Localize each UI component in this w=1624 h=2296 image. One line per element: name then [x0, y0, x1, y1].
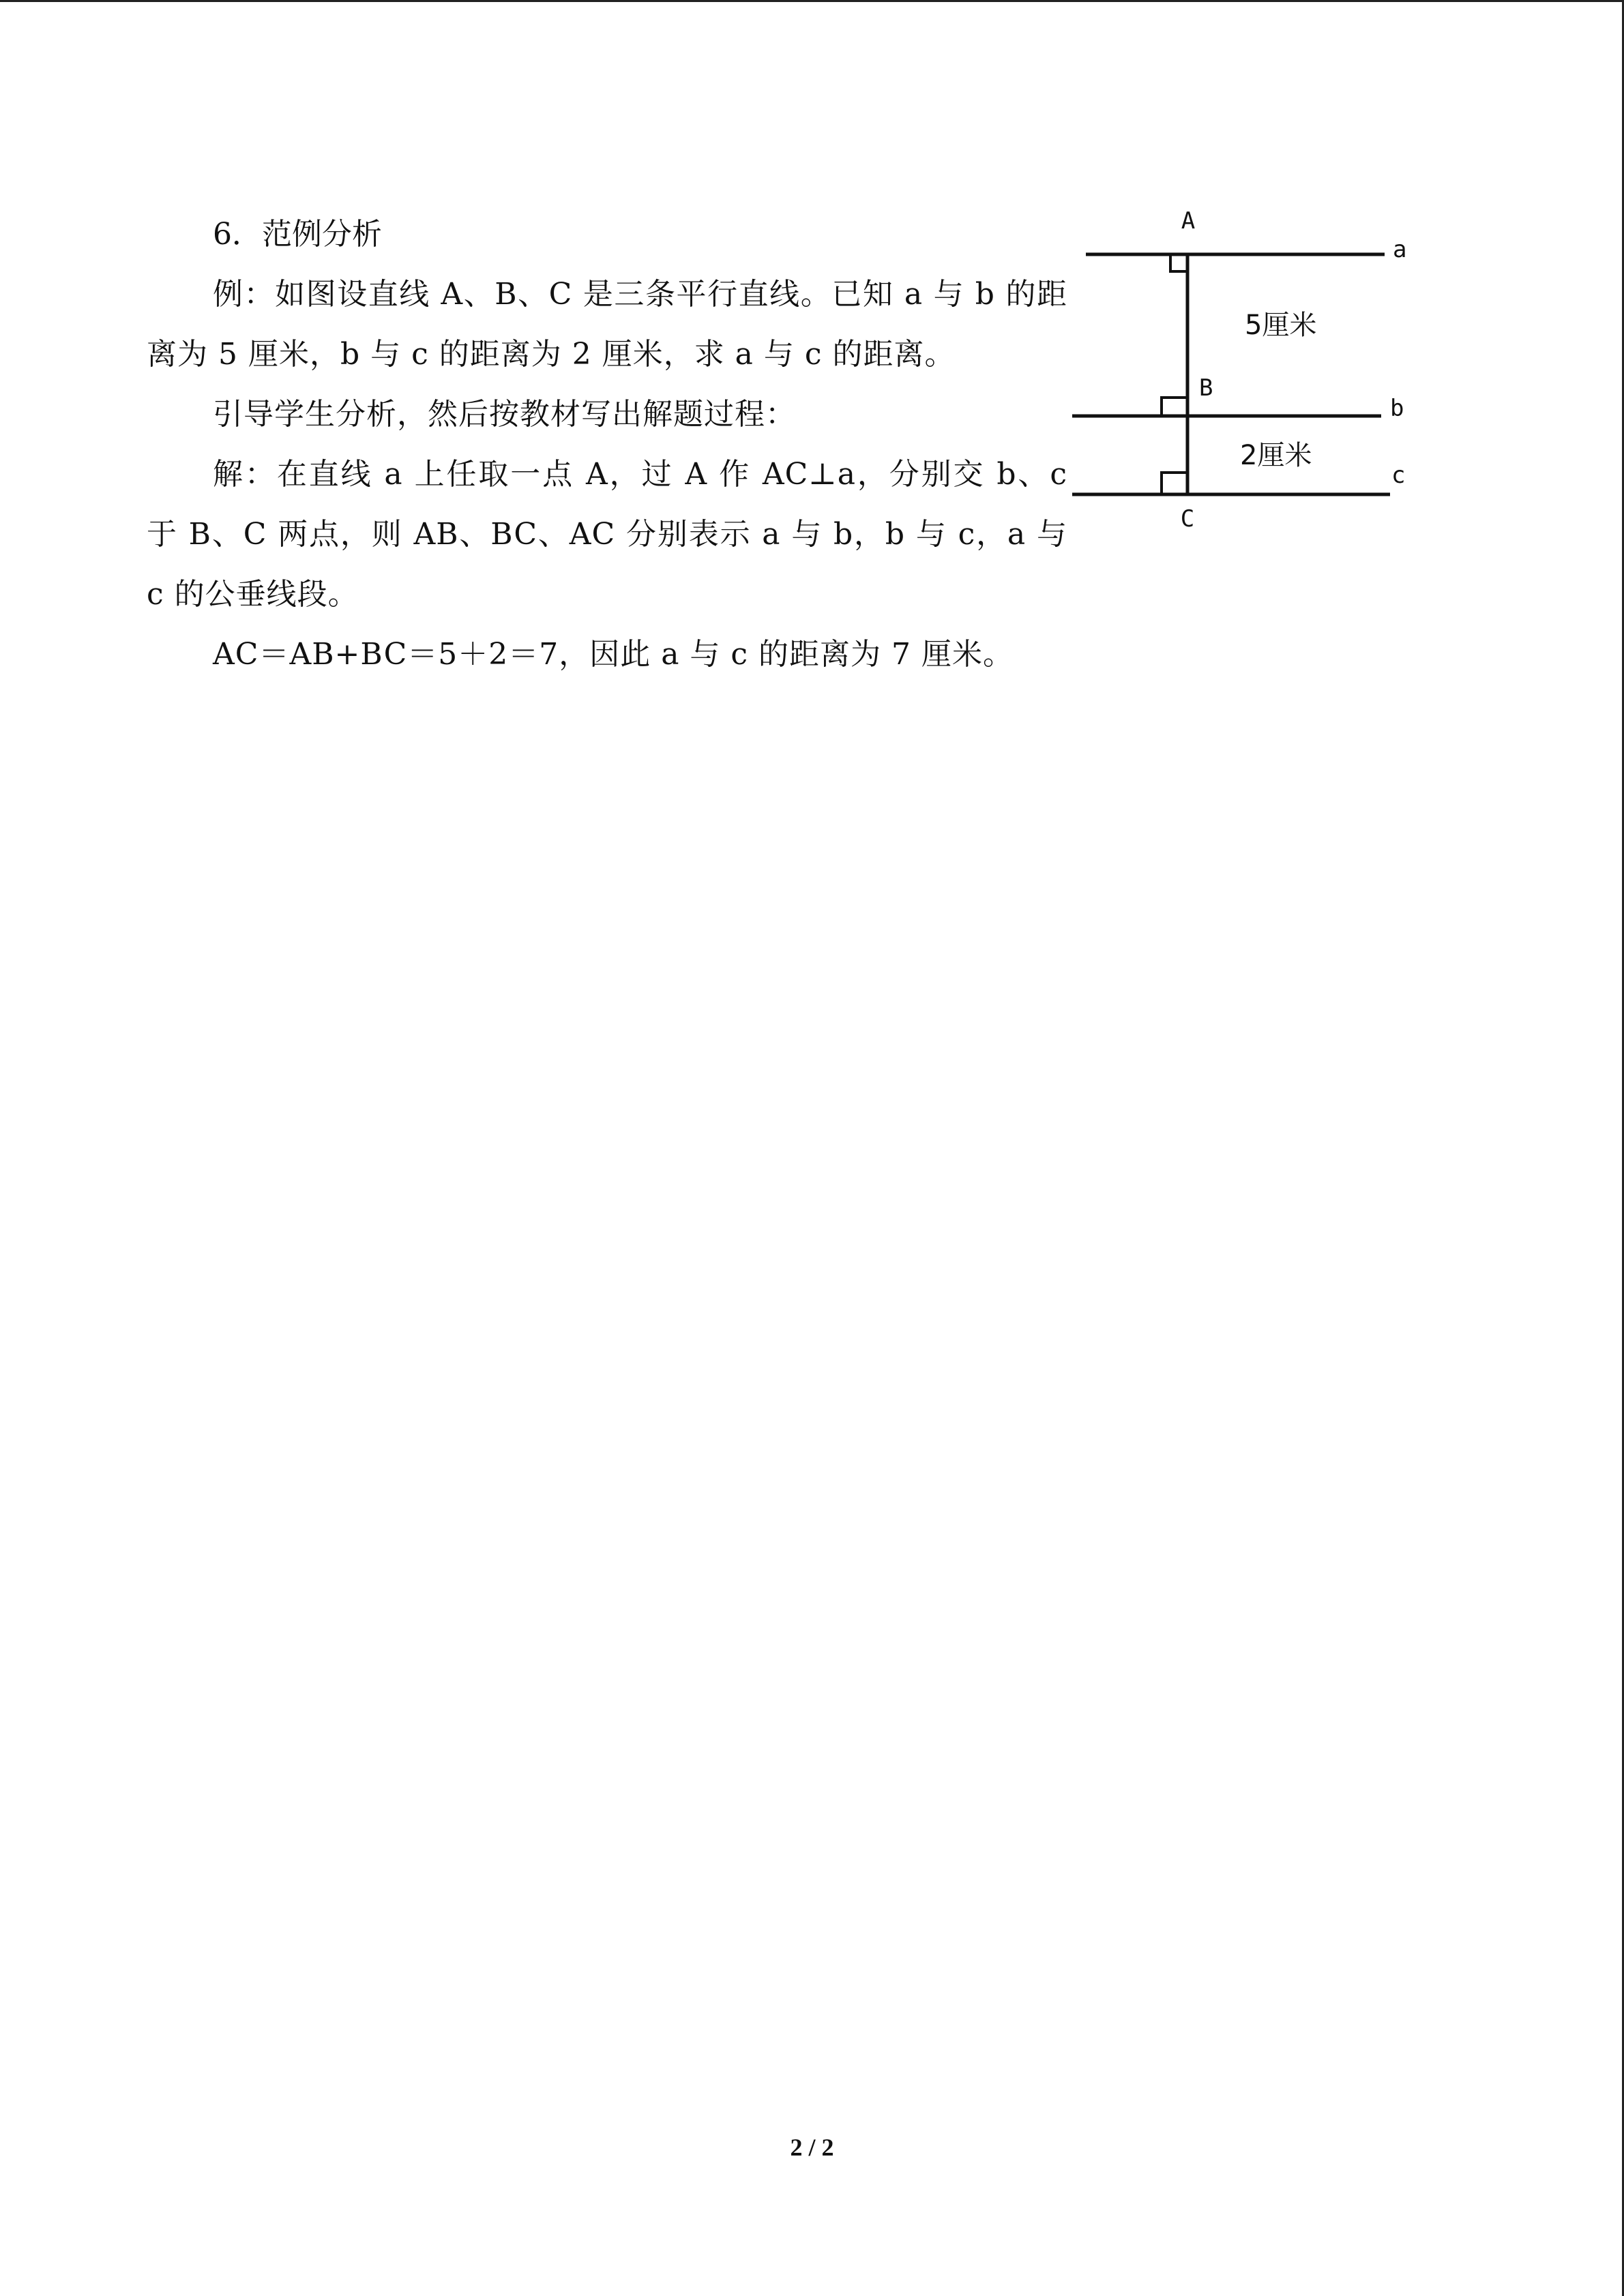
point-label-b: B	[1199, 374, 1213, 402]
line-label-a: a	[1393, 236, 1407, 263]
page-number: 2 / 2	[790, 2134, 834, 2161]
page-border-top	[0, 0, 1624, 2]
parallel-lines-diagram	[1064, 201, 1419, 542]
right-angle-mark-b	[1162, 398, 1187, 416]
point-label-c: C	[1180, 505, 1195, 533]
distance-label-bc: 2厘米	[1240, 440, 1312, 471]
example-paragraph: 例：如图设直线 A、B、C 是三条平行直线。已知 a 与 b 的距离为 5 厘米，b 与 c 的距离为 2 厘米，求 a 与 c 的距离。	[147, 277, 1067, 372]
diagram-canvas	[1064, 201, 1419, 542]
right-angle-mark-a	[1170, 254, 1187, 271]
line-label-b: b	[1390, 395, 1404, 422]
line-label-c: c	[1391, 462, 1406, 489]
solution-paragraph: 解：在直线 a 上任取一点 A，过 A 作 AC⊥a，分别交 b、c 于 B、C 两点，则 AB、BC、AC 分别表示 a 与 b，b 与 c，a 与 c 的公垂线段。	[147, 457, 1067, 612]
distance-label-ab: 5厘米	[1245, 310, 1317, 341]
point-label-a: A	[1181, 207, 1196, 235]
document-body	[147, 205, 1067, 685]
guidance-paragraph: 引导学生分析，然后按教材写出解题过程：	[213, 397, 796, 432]
section-heading: 6．范例分析	[213, 217, 382, 252]
right-angle-mark-c	[1162, 473, 1187, 494]
conclusion-paragraph: AC＝AB+BC＝5＋2＝7，因此 a 与 c 的距离为 7 厘米。	[213, 637, 1014, 672]
